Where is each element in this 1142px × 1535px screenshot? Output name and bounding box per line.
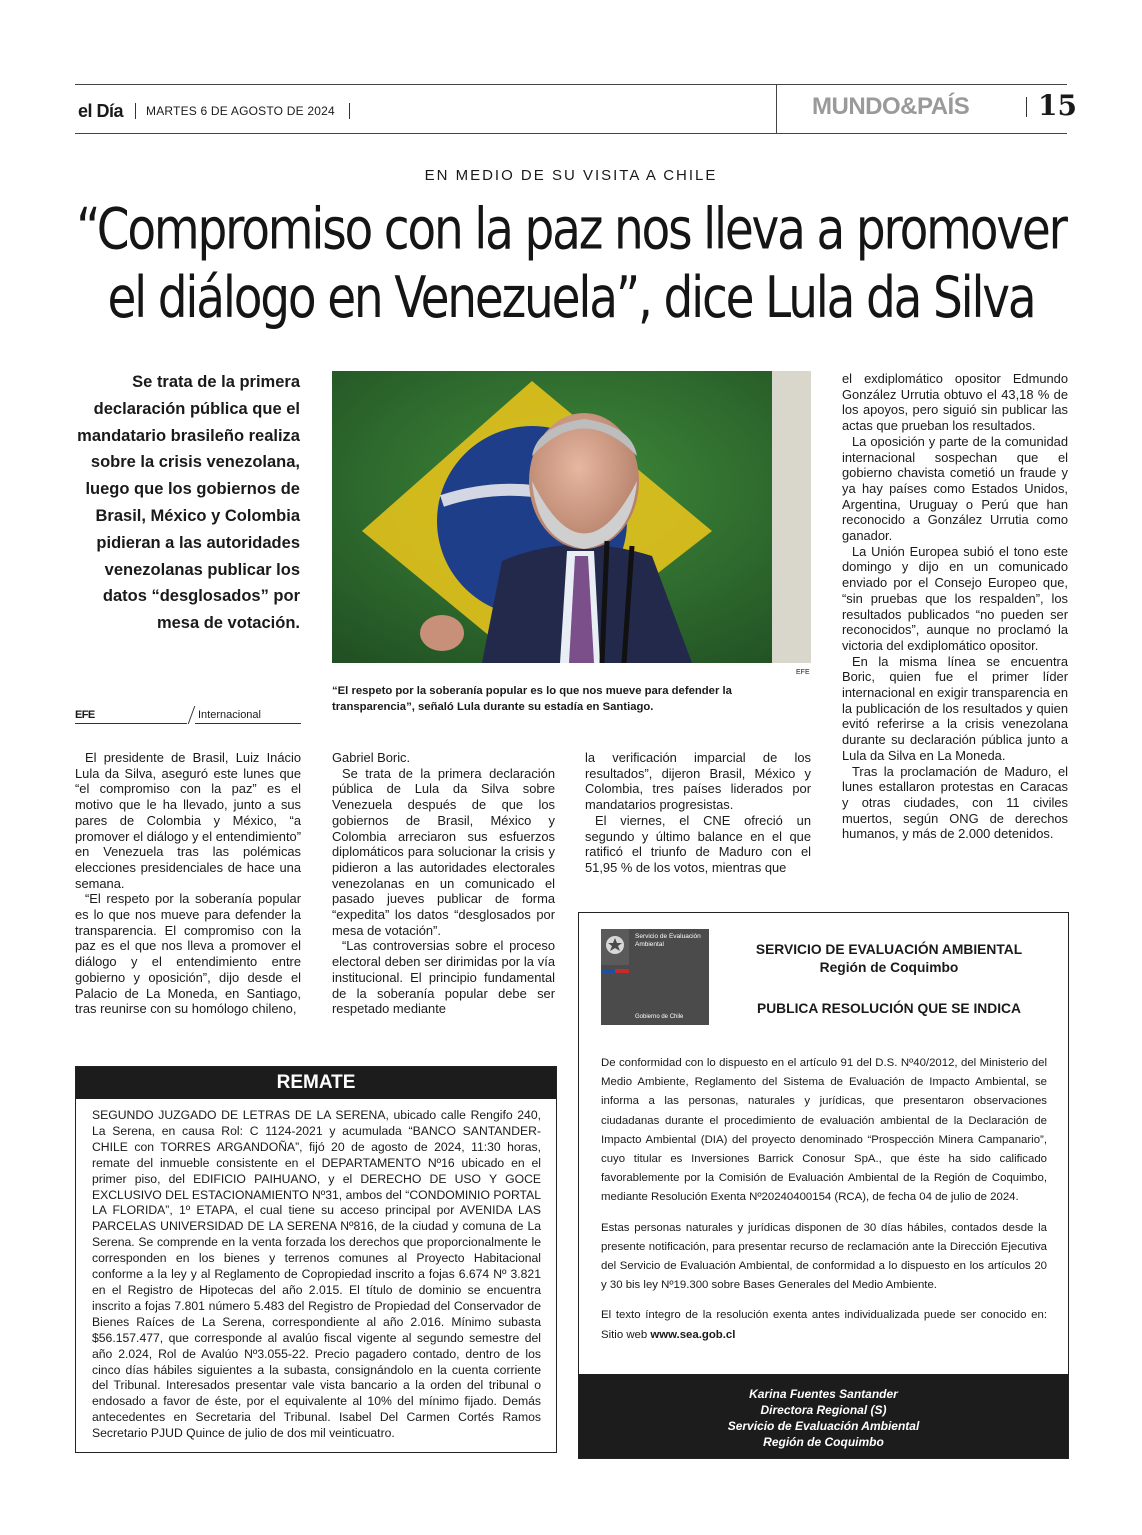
paragraph: Gabriel Boric.	[332, 750, 411, 765]
remate-body: SEGUNDO JUZGADO DE LETRAS DE LA SERENA, ubicado calle Rengifo 240, La Serena, en causa Rol: C 1124-2021 y acumulada “BANCO SANTANDER- CHILE con TORRES ARGANDOÑA”, fijó 20 de agosto de 2024, 11:30 horas, remate del inmueble consistente en el DEPARTAMENTO Nº16 ubicado en el primer piso, del EDIFICIO PAIHUANO, y el DERECHO DE USO Y GOCE EXCLUSIVO DEL ESTACIONAMIENTO Nº31, ambos del “CONDOMINIO PORTAL LA FLORIDA”, 1º ETAPA, el cual tiene su acceso principal por AVENIDA LAS PARCELAS UNIVERSIDAD DE LA SERENA Nº816, de la ciudad y comuna de La Serena. Se comprende en la venta forzada los derechos que proporcionalmente le corresponden en los bienes y terrenos comunes al Proyecto Habitacional conforme a la ley y al Reglamento de Copropiedad inscrito a fojas 6.674 Nº 3.821 en el Registro de Hipotecas del año 2.015. El título de dominio se encuentra inscrito a fojas 7.801 número 5.483 del Registro de Propiedad del Conservador de Bienes Raíces de La Serena, correspondiente al año 2.016. Mínimo subasta $56.157.477, que corresponde al avalúo fiscal vigente al segundo semestre del año 2.024, Rol de Avalúo Nº3.055-22. Precio pagadero contado, dentro de los cinco días hábiles siguientes a la subasta, consignándolo en la cuenta corriente del Tribunal. Interesados presentar vale vista bancario a la orden del tribunal o endosado a favor de éste, por el equivalente al 10% del mínimo fijado. Demás antecedentes en Secretaria del Tribunal. Isabel Del Carmen Cortés Ramos Secretario PJUD Quince de julio de dos mil veinticuatro.	[92, 1108, 541, 1441]
logo-flag-bar	[601, 929, 629, 1025]
chile-emblem-icon	[601, 929, 629, 1025]
article-photo	[332, 371, 811, 663]
paragraph: “El respeto por la soberanía popular es lo que nos mueve para defender la transparencia. El compromiso con la paz es el que nos lleva a promover el diálogo y el entendimiento entre gobierno y oposición”, dijo desde el Palacio de La Moneda, en Santiago, tras reunirse con su homólogo chileno,	[75, 891, 301, 1017]
notice-paragraph	[601, 1306, 1047, 1344]
date-separator	[349, 103, 350, 119]
paragraph: El viernes, el CNE ofreció un segundo y último balance en el que ratificó el triunfo de Maduro con el 51,95 % de los votos, mientras que	[585, 812, 811, 875]
notice-region: Región de Coquimbo	[819, 960, 959, 975]
category: Internacional	[198, 709, 261, 721]
photo-caption: “El respeto por la soberanía popular es lo que nos mueve para defender la transparencia”, señaló Lula durante su estadía en Santiago.	[332, 685, 732, 713]
signature-line: Servicio de Evaluación Ambiental	[727, 1419, 920, 1433]
notice-paragraph: Estas personas naturales y jurídicas disponen de 30 días hábiles, contados desde la presente notificación, para presentar recurso de reclamación ante la Dirección Ejecutiva del Servicio de Evaluación Ambiental, de conformidad a lo dispuesto en los artículos 20 y 30 bis ley Nº19.300 sobre Bases Generales del Medio Ambiente.	[601, 1221, 1047, 1292]
sea-notice	[578, 912, 1069, 1459]
signature-line: Región de Coquimbo	[763, 1435, 884, 1449]
lula-photo-illustration	[332, 371, 811, 663]
headline-line: “Compromiso con la paz nos lleva a promover	[76, 196, 1066, 264]
article-summary: Se trata de la primera declaración pública que el mandatario brasileño realiza sobre la crisis venezolana, luego que los gobiernos de Brasil, México y Colombia pidieran a las autoridades venezolanas publicar los datos “desglosados” por mesa de votación.	[77, 373, 300, 633]
header-rule-top	[75, 84, 1067, 85]
paragraph: El presidente de Brasil, Luiz Inácio Lula da Silva, aseguró este lunes que “el compromiso con la paz” es el motivo que le ha llevado, junto a sus pares de Colombia y México, “a promover el diálogo y el entendimiento” en Venezuela tras las polémicas elecciones presidenciales de hace una semana.	[75, 750, 301, 891]
headline	[60, 196, 1082, 333]
article-column-1	[75, 750, 301, 1017]
notice-paragraph: De conformidad con lo dispuesto en el artículo 91 del D.S. Nº40/2012, del Ministerio del Medio Ambiente, Reglamento del Sistema de Evaluación de Impacto Ambiental, se informa a las personas, naturales y jurídicas, que presentaron observaciones ciudadanas durante el procedimiento de evaluación ambiental de la Declaración de Impacto Ambiental (DIA) del proyecto denominado “Prospección Minera Campanario”, cuyo titular es Inversiones Barrick Conosur SpA., que éste ha sido calificado favorablemente por la Comisión de Evaluación Ambiental de la Región de Coquimbo, mediante Resolución Exenta Nº20240400154 (RCA), de fecha 04 de julio de 2024.	[601, 1057, 1047, 1204]
byline-slash	[188, 706, 196, 724]
signature	[579, 1386, 1068, 1450]
paragraph: La oposición y parte de la comunidad internacional sospechan que el gobierno chavista cometió un fraude y ya hay países como Estados Unidos, Argentina, Uruguay o Perú que han reconocido a González Urrutia como ganador.	[842, 433, 1068, 544]
notice-signature-block	[579, 1374, 1068, 1458]
date-separator	[135, 103, 136, 119]
page-separator	[1026, 97, 1027, 117]
remate-title: REMATE	[76, 1067, 556, 1099]
paragraph: Se trata de la primera declaración pública de Lula da Silva sobre Venezuela después de que los gobiernos de Brasil, México y Colombia arreciaron sus esfuerzos diplomáticos para solucionar la crisis y pidieron a las autoridades electorales venezolanas en un comunicado el pasado jueves publicar de forma “expedita” los datos “desglosados por mesa de votación”.	[332, 765, 555, 938]
agency: EFE	[75, 709, 95, 721]
paragraph: el exdiplomático opositor Edmundo González Urrutia obtuvo el 43,18 % de los apoyos, pero siguió sin publicar las actas que prueban los resultados.	[842, 371, 1068, 434]
headline-line: el diálogo en Venezuela”, dice Lula da Silva	[107, 264, 1035, 332]
article-column-2	[332, 750, 555, 1017]
notice-subtitle: PUBLICA RESOLUCIÓN QUE SE INDICA	[757, 1001, 1021, 1016]
paragraph: En la misma línea se encuentra Boric, quien fue el primer líder internacional en exigir transparencia en la publicación de los resultados y quien evitó referirse a la crisis venezolana durante su declaración pública junto a Lula da Silva en La Moneda.	[842, 653, 1068, 763]
article-column-3	[585, 750, 811, 876]
header-rule-bottom	[75, 133, 1067, 134]
notice-title	[719, 941, 1059, 977]
signature-line: Directora Regional (S)	[760, 1403, 887, 1417]
byline-rule	[75, 723, 187, 724]
newspaper-logo: el Día	[78, 101, 124, 121]
website-link[interactable]: www.sea.gob.cl	[650, 1328, 736, 1341]
notice-text: El texto íntegro de la resolución exenta antes individualizada puede ser conocido en: Sitio web	[601, 1309, 1047, 1341]
signature-line: Karina Fuentes Santander	[749, 1387, 898, 1401]
notice-body	[601, 1054, 1047, 1356]
section-title: MUNDO&PAÍS	[812, 93, 970, 120]
page-number: 15	[1038, 89, 1077, 122]
paragraph: la verificación imparcial de los resultados”, dijeron Brasil, México y Colombia, tres países liderados por mandatarios progresistas.	[585, 750, 811, 813]
paragraph: “Las controversias sobre el proceso electoral deben ser dirimidas por la vía institucional. El principio fundamental de la soberanía popular debe ser respetado mediante	[332, 938, 555, 1017]
logo-text: Servicio de Evaluación Ambiental	[635, 933, 701, 948]
kicker: EN MEDIO DE SU VISITA A CHILE	[424, 167, 718, 184]
remate-notice	[75, 1066, 557, 1453]
byline-rule	[195, 723, 301, 724]
byline	[75, 705, 301, 725]
article-column-4	[842, 371, 1068, 842]
government-logo	[601, 929, 709, 1025]
paragraph: La Unión Europea subió el tono este domingo y dijo en un comunicado enviado por el Consejo Europeo que, “sin pruebas que los respalden”, los resultados publicados “no pueden ser reconocidos”, aunque no proclamó la victoria del exdiplomático opositor.	[842, 543, 1068, 653]
paragraph: Tras la proclamación de Maduro, el lunes estallaron protestas en Caracas y otras ciudades, con 11 civiles muertos, según ONG de derechos humanos, y más de 2.000 detenidos.	[842, 763, 1068, 842]
header-divider	[776, 84, 777, 134]
photo-credit: EFE	[796, 669, 810, 676]
issue-date: MARTES 6 DE AGOSTO DE 2024	[146, 104, 335, 118]
notice-title-line: SERVICIO DE EVALUACIÓN AMBIENTAL	[755, 942, 1023, 957]
logo-footer: Gobierno de Chile	[635, 1014, 684, 1020]
